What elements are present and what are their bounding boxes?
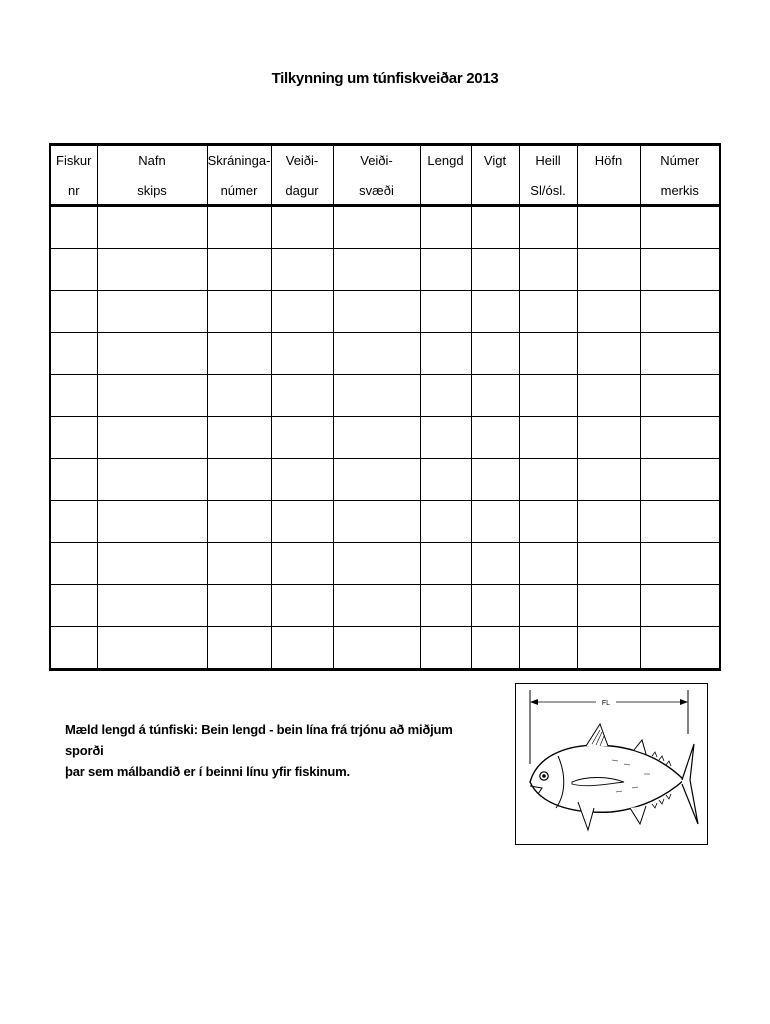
table-cell[interactable]: [640, 417, 720, 459]
table-cell[interactable]: [50, 249, 97, 291]
table-cell[interactable]: [640, 501, 720, 543]
table-cell[interactable]: [207, 459, 271, 501]
table-cell[interactable]: [97, 333, 207, 375]
table-cell[interactable]: [207, 627, 271, 670]
table-cell[interactable]: [640, 206, 720, 249]
table-cell[interactable]: [207, 501, 271, 543]
table-cell[interactable]: [519, 501, 577, 543]
measurement-note: [65, 719, 485, 782]
table-cell[interactable]: [333, 291, 420, 333]
table-header-row: [50, 145, 720, 206]
table-row: [50, 206, 720, 249]
column-header-registration-number: Skráninga- númer: [207, 145, 271, 206]
table-cell[interactable]: [50, 375, 97, 417]
measurement-note-line-2: þar sem málbandið er í beinni línu yfir fiskinum.: [65, 764, 350, 779]
table-cell[interactable]: [519, 627, 577, 670]
table-cell[interactable]: [577, 627, 640, 670]
catch-report-table: [49, 143, 721, 671]
table-cell[interactable]: [577, 333, 640, 375]
table-cell[interactable]: [97, 417, 207, 459]
column-header-weight: Vigt: [471, 145, 519, 206]
table-cell[interactable]: [333, 375, 420, 417]
table-cell[interactable]: [471, 543, 519, 585]
table-cell[interactable]: [333, 206, 420, 249]
table-cell[interactable]: [471, 417, 519, 459]
table-row: [50, 585, 720, 627]
table-cell[interactable]: [577, 459, 640, 501]
table-cell[interactable]: [640, 585, 720, 627]
column-header-whole-gutted: Heill Sl/ósl.: [519, 145, 577, 206]
table-cell[interactable]: [640, 459, 720, 501]
table-cell[interactable]: [271, 417, 333, 459]
table-cell[interactable]: [640, 333, 720, 375]
table-cell[interactable]: [50, 627, 97, 670]
table-row: [50, 543, 720, 585]
table-cell[interactable]: [271, 543, 333, 585]
table-cell[interactable]: [271, 501, 333, 543]
column-header-tag-number: Númer merkis: [640, 145, 720, 206]
table-cell[interactable]: [420, 206, 471, 249]
table-cell[interactable]: [50, 206, 97, 249]
measurement-note-line-1: Mæld lengd á túnfiski: Bein lengd - bein lína frá trjónu að miðjum sporði: [65, 722, 453, 758]
table-cell[interactable]: [50, 417, 97, 459]
table-cell[interactable]: [97, 375, 207, 417]
table-cell[interactable]: [271, 459, 333, 501]
table-cell[interactable]: [471, 585, 519, 627]
table-cell[interactable]: [471, 249, 519, 291]
table-row: [50, 291, 720, 333]
table-cell[interactable]: [519, 543, 577, 585]
table-cell[interactable]: [333, 333, 420, 375]
column-header-port: Höfn: [577, 145, 640, 206]
table-cell[interactable]: [577, 417, 640, 459]
table-cell[interactable]: [420, 459, 471, 501]
table-cell[interactable]: [207, 417, 271, 459]
table-cell[interactable]: [420, 249, 471, 291]
table-cell[interactable]: [420, 627, 471, 670]
table-cell[interactable]: [271, 206, 333, 249]
table-cell[interactable]: [471, 333, 519, 375]
table-cell[interactable]: [471, 627, 519, 670]
table-row: [50, 417, 720, 459]
table-cell[interactable]: [333, 417, 420, 459]
fl-label: FL: [601, 700, 611, 707]
table-cell[interactable]: [97, 543, 207, 585]
table-cell[interactable]: [640, 249, 720, 291]
table-cell[interactable]: [577, 249, 640, 291]
table-cell[interactable]: [420, 585, 471, 627]
table-cell[interactable]: [97, 249, 207, 291]
table-cell[interactable]: [519, 459, 577, 501]
table-cell[interactable]: [333, 249, 420, 291]
tuna-fish-icon: [516, 684, 707, 844]
page-title: Tilkynning um túnfiskveiðar 2013: [271, 70, 499, 87]
table-cell[interactable]: [640, 291, 720, 333]
table-cell[interactable]: [471, 459, 519, 501]
table-cell[interactable]: [50, 459, 97, 501]
table-cell[interactable]: [519, 375, 577, 417]
table-cell[interactable]: [640, 375, 720, 417]
table-cell[interactable]: [271, 333, 333, 375]
table-cell[interactable]: [207, 375, 271, 417]
table-cell[interactable]: [577, 585, 640, 627]
table-cell[interactable]: [207, 249, 271, 291]
table-cell[interactable]: [519, 585, 577, 627]
column-header-ship-name: Nafn skips: [97, 145, 207, 206]
table-cell[interactable]: [577, 375, 640, 417]
table-cell[interactable]: [577, 501, 640, 543]
table-cell[interactable]: [97, 585, 207, 627]
table-cell[interactable]: [577, 206, 640, 249]
table-cell[interactable]: [271, 585, 333, 627]
table-cell[interactable]: [271, 375, 333, 417]
table-cell[interactable]: [271, 291, 333, 333]
table-cell[interactable]: [271, 627, 333, 670]
table-body: [50, 206, 720, 670]
table-cell[interactable]: [50, 543, 97, 585]
table-row: [50, 375, 720, 417]
table-cell[interactable]: [420, 291, 471, 333]
table-row: [50, 333, 720, 375]
table-cell[interactable]: [471, 206, 519, 249]
tuna-figure: [515, 683, 708, 845]
table-cell[interactable]: [420, 375, 471, 417]
column-header-catch-area: Veiði- svæði: [333, 145, 420, 206]
table-cell[interactable]: [97, 459, 207, 501]
table-row: [50, 627, 720, 670]
table-cell[interactable]: [207, 291, 271, 333]
table-cell[interactable]: [519, 333, 577, 375]
table-cell[interactable]: [333, 585, 420, 627]
column-header-catch-day: Veiði- dagur: [271, 145, 333, 206]
table-row: [50, 459, 720, 501]
table-row: [50, 249, 720, 291]
table-cell[interactable]: [420, 417, 471, 459]
table-cell[interactable]: [333, 627, 420, 670]
table-cell[interactable]: [207, 543, 271, 585]
column-header-fish-number: Fiskur nr: [50, 145, 97, 206]
table-cell[interactable]: [577, 543, 640, 585]
table-cell[interactable]: [207, 333, 271, 375]
table-cell[interactable]: [471, 501, 519, 543]
table-cell[interactable]: [97, 627, 207, 670]
table-cell[interactable]: [333, 459, 420, 501]
table-cell[interactable]: [50, 585, 97, 627]
table-cell[interactable]: [207, 585, 271, 627]
table-cell[interactable]: [471, 291, 519, 333]
table-cell[interactable]: [97, 501, 207, 543]
table-cell[interactable]: [333, 501, 420, 543]
table-cell[interactable]: [420, 333, 471, 375]
table-cell[interactable]: [471, 375, 519, 417]
table-cell[interactable]: [333, 543, 420, 585]
column-header-length: Lengd: [420, 145, 471, 206]
table-cell[interactable]: [519, 291, 577, 333]
table-cell[interactable]: [640, 627, 720, 670]
table-cell[interactable]: [420, 501, 471, 543]
table-cell[interactable]: [50, 333, 97, 375]
table-cell[interactable]: [640, 543, 720, 585]
table-cell[interactable]: [207, 206, 271, 249]
table-row: [50, 501, 720, 543]
table-cell[interactable]: [577, 291, 640, 333]
table-cell[interactable]: [519, 417, 577, 459]
table-cell[interactable]: [420, 543, 471, 585]
table-cell[interactable]: [50, 501, 97, 543]
table-cell[interactable]: [519, 249, 577, 291]
table-cell[interactable]: [519, 206, 577, 249]
table-cell[interactable]: [50, 291, 97, 333]
table-cell[interactable]: [271, 249, 333, 291]
table-cell[interactable]: [97, 291, 207, 333]
table-cell[interactable]: [97, 206, 207, 249]
